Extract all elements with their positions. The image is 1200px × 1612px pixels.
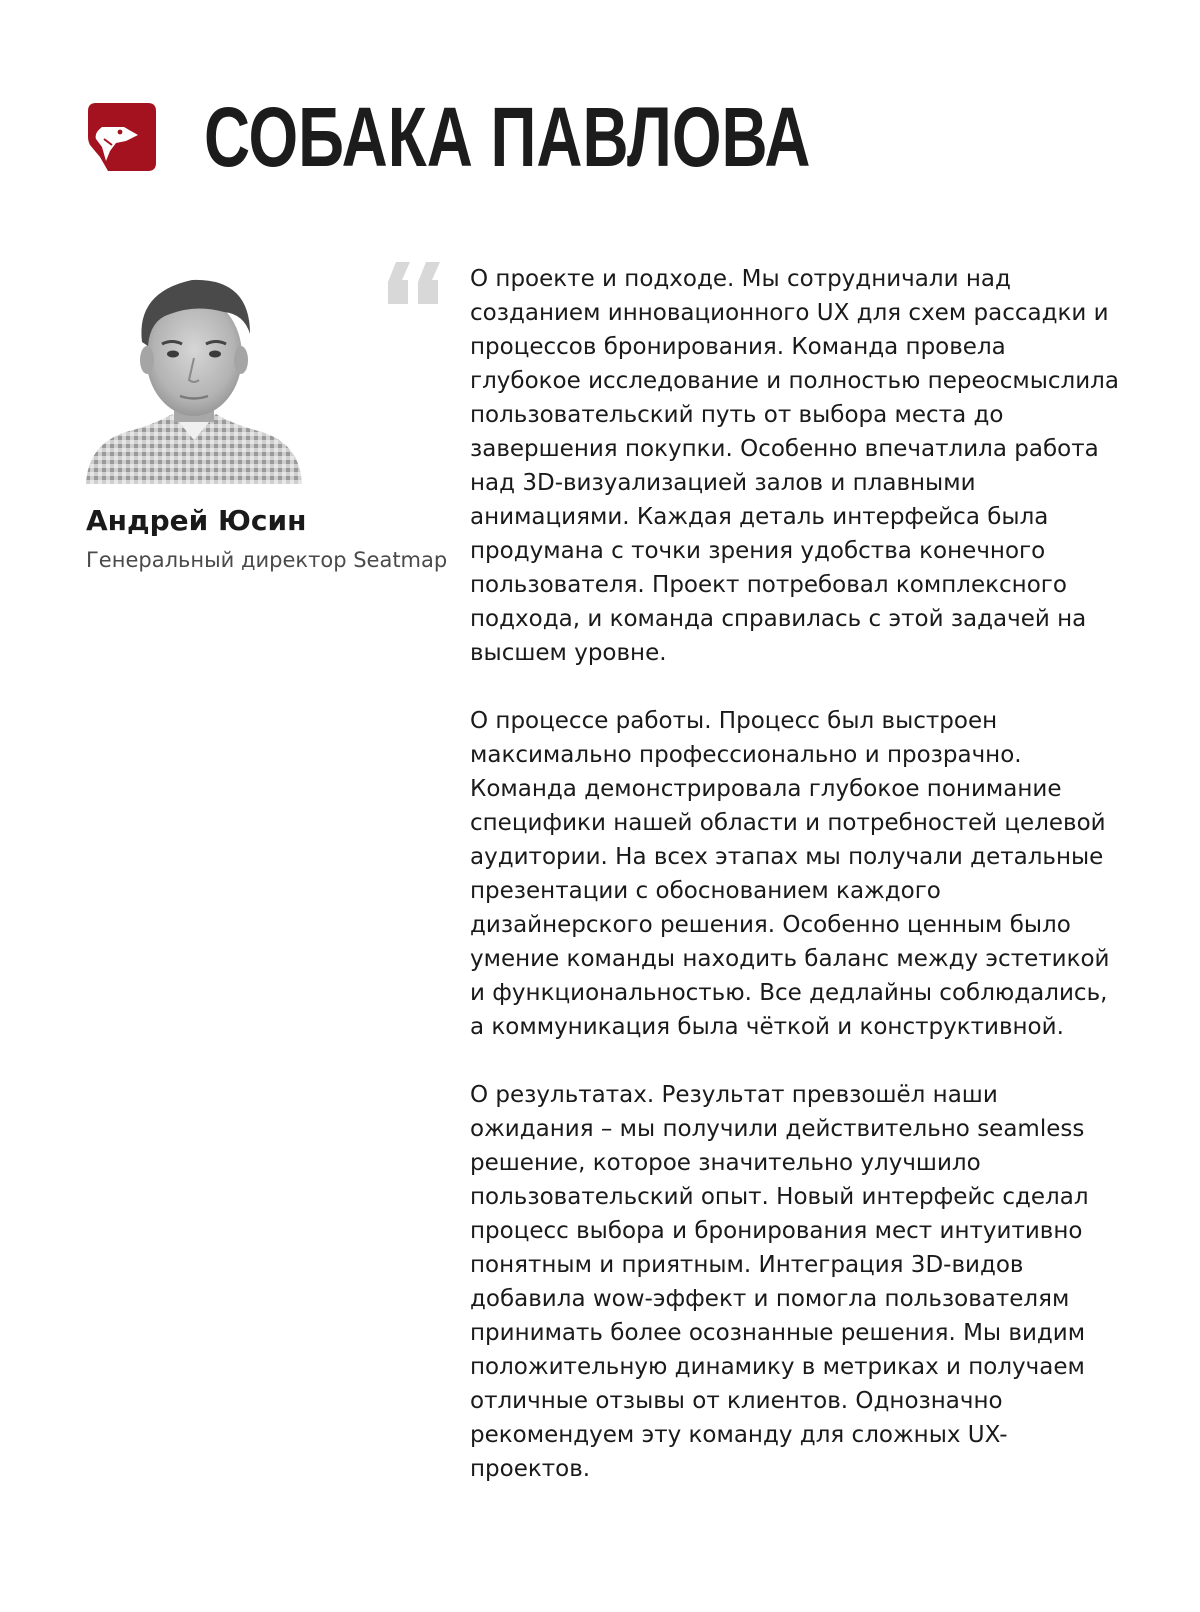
avatar — [86, 268, 302, 484]
author-role: Генеральный директор Seatmap — [86, 548, 448, 572]
testimonial-text — [470, 262, 1120, 1486]
testimonial-paragraph: О процессе работы. Процесс был выстроен максимально профессионально и прозрачно. Команда демонстрировала глубокое понимание специфики нашей области и потребностей целевой аудитории. На всех этапах мы получали детальные презентации с обоснованием каждого дизайнерского решения. Особенно ценным было умение команды находить баланс между эстетикой и функциональностью. Все дедлайны соблюдались, а коммуникация была чёткой и конструктивной. — [470, 708, 1110, 1040]
testimonial-paragraph: О результатах. Результат превзошёл наши ожидания – мы получили действительно seamless решение, которое значительно улучшило пользовательский опыт. Новый интерфейс сделал процесс выбора и бронирования мест интуитивно понятным и приятным. Интеграция 3D-видов добавила wow-эффект и помогла пользователям принимать более осознанные решения. Мы видим положительную динамику в метриках и получаем отличные отзывы от клиентов. Однозначно рекомендуем эту команду для сложных UX-проектов. — [470, 1082, 1089, 1482]
quote-mark-icon — [388, 262, 440, 304]
author-card — [86, 268, 476, 574]
brand-header — [86, 92, 1002, 182]
dog-logo-icon[interactable] — [86, 101, 158, 173]
brand-title: СОБАКА ПАВЛОВА — [204, 90, 811, 184]
author-name: Андрей Юсин — [86, 504, 307, 537]
testimonial-paragraph: О проекте и подходе. Мы сотрудничали над созданием инновационного UX для схем рассадки и процессов бронирования. Команда провела глубокое исследование и полностью переосмыслила пользовательский путь от выбора места до завершения покупки. Особенно впечатлила работа над 3D-визуализацией залов и плавными анимациями. Каждая деталь интерфейса была продумана с точки зрения удобства конечного пользователя. Проект потребовал комплексного подхода, и команда справилась с этой задачей на высшем уровне. — [470, 266, 1119, 666]
